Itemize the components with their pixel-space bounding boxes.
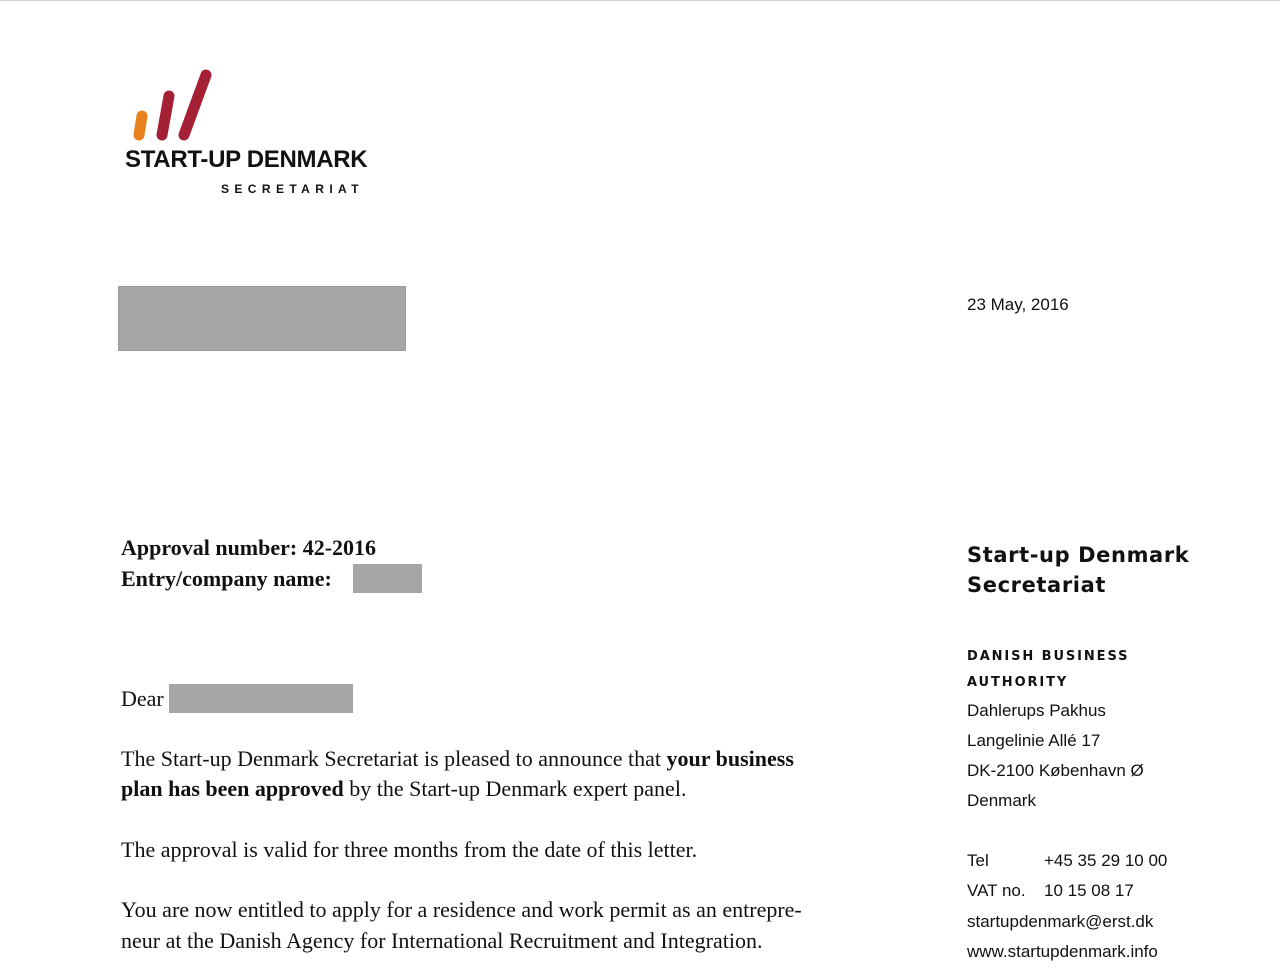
authority-line-1: DANISH BUSINESS xyxy=(967,649,1130,664)
tel-label: Tel xyxy=(967,851,989,870)
address-line: Dahlerups Pakhus xyxy=(967,701,1106,720)
paragraph-validity: The approval is valid for three months from the date of this letter. xyxy=(121,837,698,862)
para1-bold-2: plan has been approved xyxy=(121,776,344,801)
paragraph-approval-line-2 xyxy=(121,776,686,802)
logo-name: START-UP DENMARK xyxy=(125,146,368,173)
letter-date: 23 May, 2016 xyxy=(967,295,1069,314)
vat-value: 10 15 08 17 xyxy=(1044,881,1134,900)
redacted-company-name xyxy=(353,564,422,593)
para1-text-start: The Start-up Denmark Secretariat is pleased to announce that xyxy=(121,746,667,771)
email-link[interactable]: startupdenmark@erst.dk xyxy=(967,912,1154,931)
tel-value: +45 35 29 10 00 xyxy=(1044,851,1168,870)
company-name-label: Entry/company name: xyxy=(121,566,332,591)
salutation: Dear xyxy=(121,686,164,711)
address-line: Langelinie Allé 17 xyxy=(967,731,1101,750)
redacted-recipient-name xyxy=(169,684,353,713)
approval-number: Approval number: 42-2016 xyxy=(121,535,377,560)
para1-text-end: by the Start-up Denmark expert panel. xyxy=(343,776,687,801)
logo-bar-red-long xyxy=(184,75,206,135)
start-up-denmark-logo xyxy=(118,66,378,206)
website-link[interactable]: www.startupdenmark.info xyxy=(967,942,1158,961)
sender-info-sidebar xyxy=(967,0,1267,971)
logo-bars-icon xyxy=(118,66,228,146)
address-line: Denmark xyxy=(967,791,1036,810)
authority-line-2: AUTHORITY xyxy=(967,675,1069,690)
para1-bold-1: your business xyxy=(666,746,794,771)
sender-title-line-1: Start-up Denmark xyxy=(967,543,1190,567)
address-line: DK-2100 København Ø xyxy=(967,761,1144,780)
logo-bar-orange xyxy=(139,116,142,135)
paragraph-permit-line-2: neur at the Danish Agency for International Recruitment and Integration. xyxy=(121,928,763,953)
redacted-recipient-address xyxy=(118,286,406,351)
paragraph-permit-line-1: You are now entitled to apply for a residence and work permit as an entrepre- xyxy=(121,897,802,922)
sender-title-line-2: Secretariat xyxy=(967,573,1106,597)
logo-subtitle: SECRETARIAT xyxy=(221,182,364,196)
vat-label: VAT no. xyxy=(967,881,1026,900)
logo-bar-red-short xyxy=(162,96,169,135)
paragraph-approval-line-1 xyxy=(121,746,794,772)
